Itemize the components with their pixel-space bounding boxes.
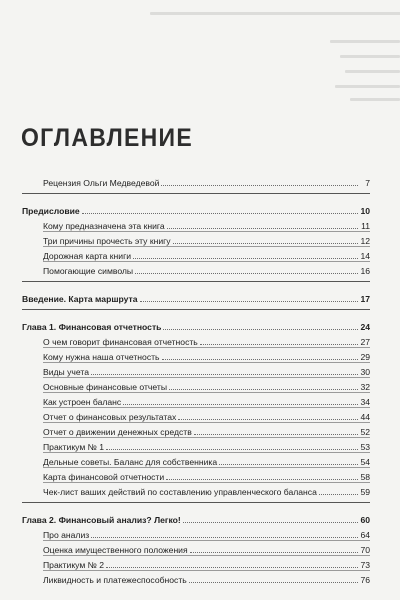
toc-entry-title: Предисловие xyxy=(22,206,80,216)
toc-page-number: 17 xyxy=(360,294,370,304)
toc-entry-title: Введение. Карта маршрута xyxy=(22,294,138,304)
toc-entry xyxy=(43,246,370,261)
toc-entry xyxy=(43,173,370,188)
dot-leader xyxy=(190,552,358,553)
toc-entry-title: Дорожная карта книги xyxy=(43,251,132,261)
dot-leader xyxy=(178,419,358,420)
toc-entry-title: Глава 2. Финансовый анализ? Легко! xyxy=(22,515,181,525)
toc-entry xyxy=(43,422,370,437)
toc-entry-title: Ликвидность и платежеспособность xyxy=(43,575,187,585)
toc-chapter xyxy=(22,286,370,304)
toc-page-number: 7 xyxy=(365,178,370,188)
toc-entry-title: Виды учета xyxy=(43,367,89,377)
toc-page-number: 73 xyxy=(360,560,370,570)
toc-entry-title: Карта финансовой отчетности xyxy=(43,472,165,482)
toc-page-number: 76 xyxy=(360,575,370,585)
toc-entry xyxy=(43,482,370,497)
section-divider xyxy=(22,193,370,194)
toc-entry-title: Отчет о финансовых результатах xyxy=(43,412,177,422)
toc-entry xyxy=(43,392,370,407)
dot-leader xyxy=(219,464,358,465)
dot-leader xyxy=(106,449,358,450)
dot-leader xyxy=(106,567,358,568)
dot-leader xyxy=(162,359,358,360)
show-through-text xyxy=(0,0,400,110)
dot-leader xyxy=(140,301,358,302)
toc-entry xyxy=(43,437,370,452)
toc-entry-title: Рецензия Ольги Медведевой xyxy=(43,178,160,188)
toc-page-number: 34 xyxy=(360,397,370,407)
toc-entry-title: Про анализ xyxy=(43,530,90,540)
toc-entry xyxy=(43,452,370,467)
dot-leader xyxy=(189,582,358,583)
toc-entry-title: Отчет о движении денежных средств xyxy=(43,427,192,437)
toc-entry xyxy=(43,377,370,392)
toc-chapter xyxy=(22,198,370,216)
toc-page-number: 14 xyxy=(360,251,370,261)
toc-entry-title: Кому предназначена эта книга xyxy=(43,221,165,231)
toc-entry-title: Практикум № 1 xyxy=(43,442,105,452)
toc-chapter xyxy=(22,314,370,332)
toc-page-number: 30 xyxy=(360,367,370,377)
dot-leader xyxy=(133,258,358,259)
section-divider xyxy=(22,502,370,503)
toc-entry-title: О чем говорит финансовая отчетность xyxy=(43,337,198,347)
toc-entry xyxy=(43,525,370,540)
dot-leader xyxy=(161,185,358,186)
toc-entry-title: Дельные советы. Баланс для собственника xyxy=(43,457,218,467)
toc-entry-title: Чек-лист ваших действий по составлению управленческого баланса xyxy=(43,487,317,497)
dot-leader xyxy=(173,243,358,244)
toc-entry xyxy=(43,332,370,347)
toc-entry-title: Как устроен баланс xyxy=(43,397,122,407)
dot-leader xyxy=(167,228,358,229)
toc-page-number: 16 xyxy=(360,266,370,276)
dot-leader xyxy=(194,434,358,435)
dot-leader xyxy=(82,213,358,214)
dot-leader xyxy=(163,329,358,330)
page-title: ОГЛАВЛЕНИЕ xyxy=(21,124,193,152)
table-of-contents xyxy=(22,173,370,585)
dot-leader xyxy=(183,522,358,523)
dot-leader xyxy=(319,494,358,495)
toc-page-number: 11 xyxy=(361,221,370,231)
toc-page-number: 44 xyxy=(360,412,370,422)
toc-page-number: 58 xyxy=(360,472,370,482)
toc-page-number: 59 xyxy=(360,487,370,497)
section-divider xyxy=(22,281,370,282)
toc-chapter xyxy=(22,507,370,525)
toc-entry xyxy=(43,347,370,362)
toc-page-number: 32 xyxy=(360,382,370,392)
dot-leader xyxy=(91,537,358,538)
toc-entry xyxy=(43,231,370,246)
toc-entry-title: Основные финансовые отчеты xyxy=(43,382,167,392)
toc-page-number: 70 xyxy=(360,545,370,555)
dot-leader xyxy=(135,273,358,274)
toc-page-number: 10 xyxy=(360,206,370,216)
dot-leader xyxy=(200,344,358,345)
toc-page-number: 12 xyxy=(360,236,370,246)
toc-entry xyxy=(43,555,370,570)
toc-entry xyxy=(43,407,370,422)
dot-leader xyxy=(123,404,358,405)
toc-page-number: 27 xyxy=(360,337,370,347)
section-divider xyxy=(22,309,370,310)
toc-entry-title: Три причины прочесть эту книгу xyxy=(43,236,171,246)
toc-entry-title: Практикум № 2 xyxy=(43,560,105,570)
toc-entry xyxy=(43,362,370,377)
toc-page-number: 29 xyxy=(360,352,370,362)
toc-entry-title: Глава 1. Финансовая отчетность xyxy=(22,322,162,332)
toc-entry xyxy=(43,467,370,482)
toc-page-number: 24 xyxy=(360,322,370,332)
toc-entry-title: Помогающие символы xyxy=(43,266,134,276)
toc-page-number: 52 xyxy=(360,427,370,437)
toc-page-number: 64 xyxy=(360,530,370,540)
toc-entry xyxy=(43,570,370,585)
dot-leader xyxy=(166,479,358,480)
dot-leader xyxy=(169,389,358,390)
toc-page-number: 54 xyxy=(360,457,370,467)
toc-page-number: 53 xyxy=(360,442,370,452)
toc-entry xyxy=(43,540,370,555)
toc-entry xyxy=(43,261,370,276)
toc-entry-title: Кому нужна наша отчетность xyxy=(43,352,160,362)
toc-entry-title: Оценка имущественного положения xyxy=(43,545,188,555)
toc-page-number: 60 xyxy=(360,515,370,525)
dot-leader xyxy=(91,374,358,375)
toc-entry xyxy=(43,216,370,231)
